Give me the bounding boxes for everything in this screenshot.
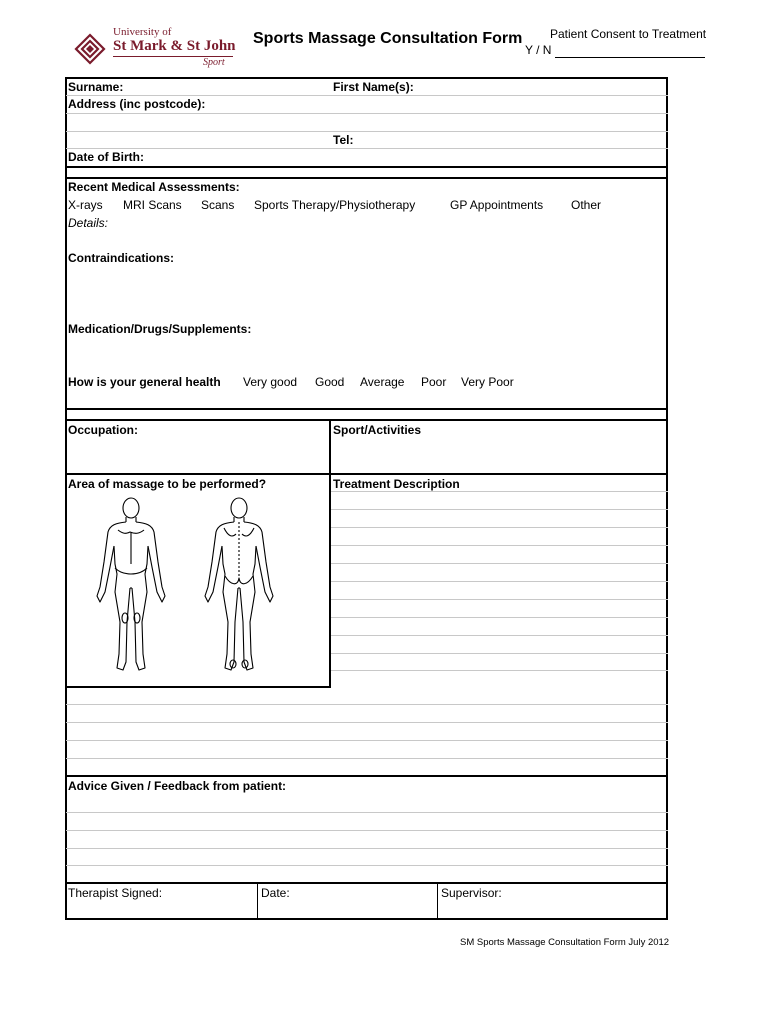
form-title: Sports Massage Consultation Form — [253, 30, 523, 47]
consent-yn: Y / N — [525, 43, 552, 57]
body-chart[interactable] — [90, 492, 290, 684]
option-scans[interactable]: Scans — [201, 198, 235, 212]
logo-line-1: University of — [113, 26, 172, 38]
university-logo — [73, 26, 236, 74]
rule — [66, 113, 668, 114]
supervisor-label: Supervisor: — [441, 886, 502, 900]
rule — [66, 704, 668, 705]
general-health-label: How is your general health — [68, 375, 221, 389]
body-chart-bottom — [66, 686, 331, 688]
rule — [66, 740, 668, 741]
rule — [331, 545, 668, 546]
rule — [331, 581, 668, 582]
massage-area-label: Area of massage to be performed? — [68, 477, 267, 491]
option-xrays[interactable]: X-rays — [68, 198, 103, 212]
back-body-figure-icon — [205, 498, 273, 670]
consent-signature-line[interactable] — [555, 57, 705, 58]
rule — [66, 848, 668, 849]
logo-line-3: Sport — [203, 57, 225, 68]
health-very-poor[interactable]: Very Poor — [461, 375, 514, 389]
column-divider — [329, 419, 331, 687]
rule — [331, 670, 668, 671]
medical-assessments-heading: Recent Medical Assessments: — [68, 180, 240, 194]
treatment-description-label: Treatment Description — [333, 477, 460, 491]
consent-label: Patient Consent to Treatment — [550, 27, 707, 41]
dob-label: Date of Birth: — [68, 150, 144, 164]
option-other[interactable]: Other — [571, 198, 602, 212]
rule — [331, 635, 668, 636]
front-body-figure-icon — [97, 498, 165, 670]
signoff-divider — [257, 882, 258, 919]
rule — [331, 509, 668, 510]
occupation-label: Occupation: — [68, 423, 139, 437]
sport-activities-label: Sport/Activities — [333, 423, 422, 437]
rule — [331, 491, 668, 492]
rule — [66, 95, 668, 96]
tel-label: Tel: — [333, 133, 354, 147]
option-gp-appointments[interactable]: GP Appointments — [450, 198, 544, 212]
section-divider — [66, 882, 668, 884]
option-sports-therapy[interactable]: Sports Therapy/Physiotherapy — [254, 198, 416, 212]
details-label: Details: — [68, 216, 109, 230]
health-very-good[interactable]: Very good — [243, 375, 298, 389]
section-divider — [66, 473, 668, 475]
rule — [331, 617, 668, 618]
health-good[interactable]: Good — [315, 375, 345, 389]
rule — [66, 148, 668, 149]
health-average[interactable]: Average — [360, 375, 405, 389]
rule — [66, 758, 668, 759]
section-divider — [66, 177, 668, 179]
medication-label: Medication/Drugs/Supplements: — [68, 322, 252, 336]
section-divider — [66, 166, 668, 168]
health-poor[interactable]: Poor — [421, 375, 447, 389]
rule — [331, 527, 668, 528]
rule — [66, 722, 668, 723]
date-label: Date: — [261, 886, 290, 900]
address-label: Address (inc postcode): — [68, 97, 206, 111]
first-names-label: First Name(s): — [333, 80, 414, 94]
rule — [331, 599, 668, 600]
logo-line-2: St Mark & St John — [113, 38, 236, 54]
rule — [66, 812, 668, 813]
logo-emblem-icon — [73, 32, 107, 66]
section-divider — [66, 408, 668, 410]
rule — [331, 653, 668, 654]
section-divider — [66, 419, 668, 421]
signoff-divider — [437, 882, 438, 919]
rule — [66, 131, 668, 132]
advice-feedback-label: Advice Given / Feedback from patient: — [68, 779, 287, 793]
option-mri-scans[interactable]: MRI Scans — [123, 198, 182, 212]
section-divider — [66, 775, 668, 777]
surname-label: Surname: — [68, 80, 124, 94]
rule — [331, 563, 668, 564]
contraindications-label: Contraindications: — [68, 251, 175, 265]
therapist-signed-label: Therapist Signed: — [68, 886, 163, 900]
rule — [66, 865, 668, 866]
rule — [66, 830, 668, 831]
footer-text: SM Sports Massage Consultation Form July 2012 — [460, 937, 670, 948]
